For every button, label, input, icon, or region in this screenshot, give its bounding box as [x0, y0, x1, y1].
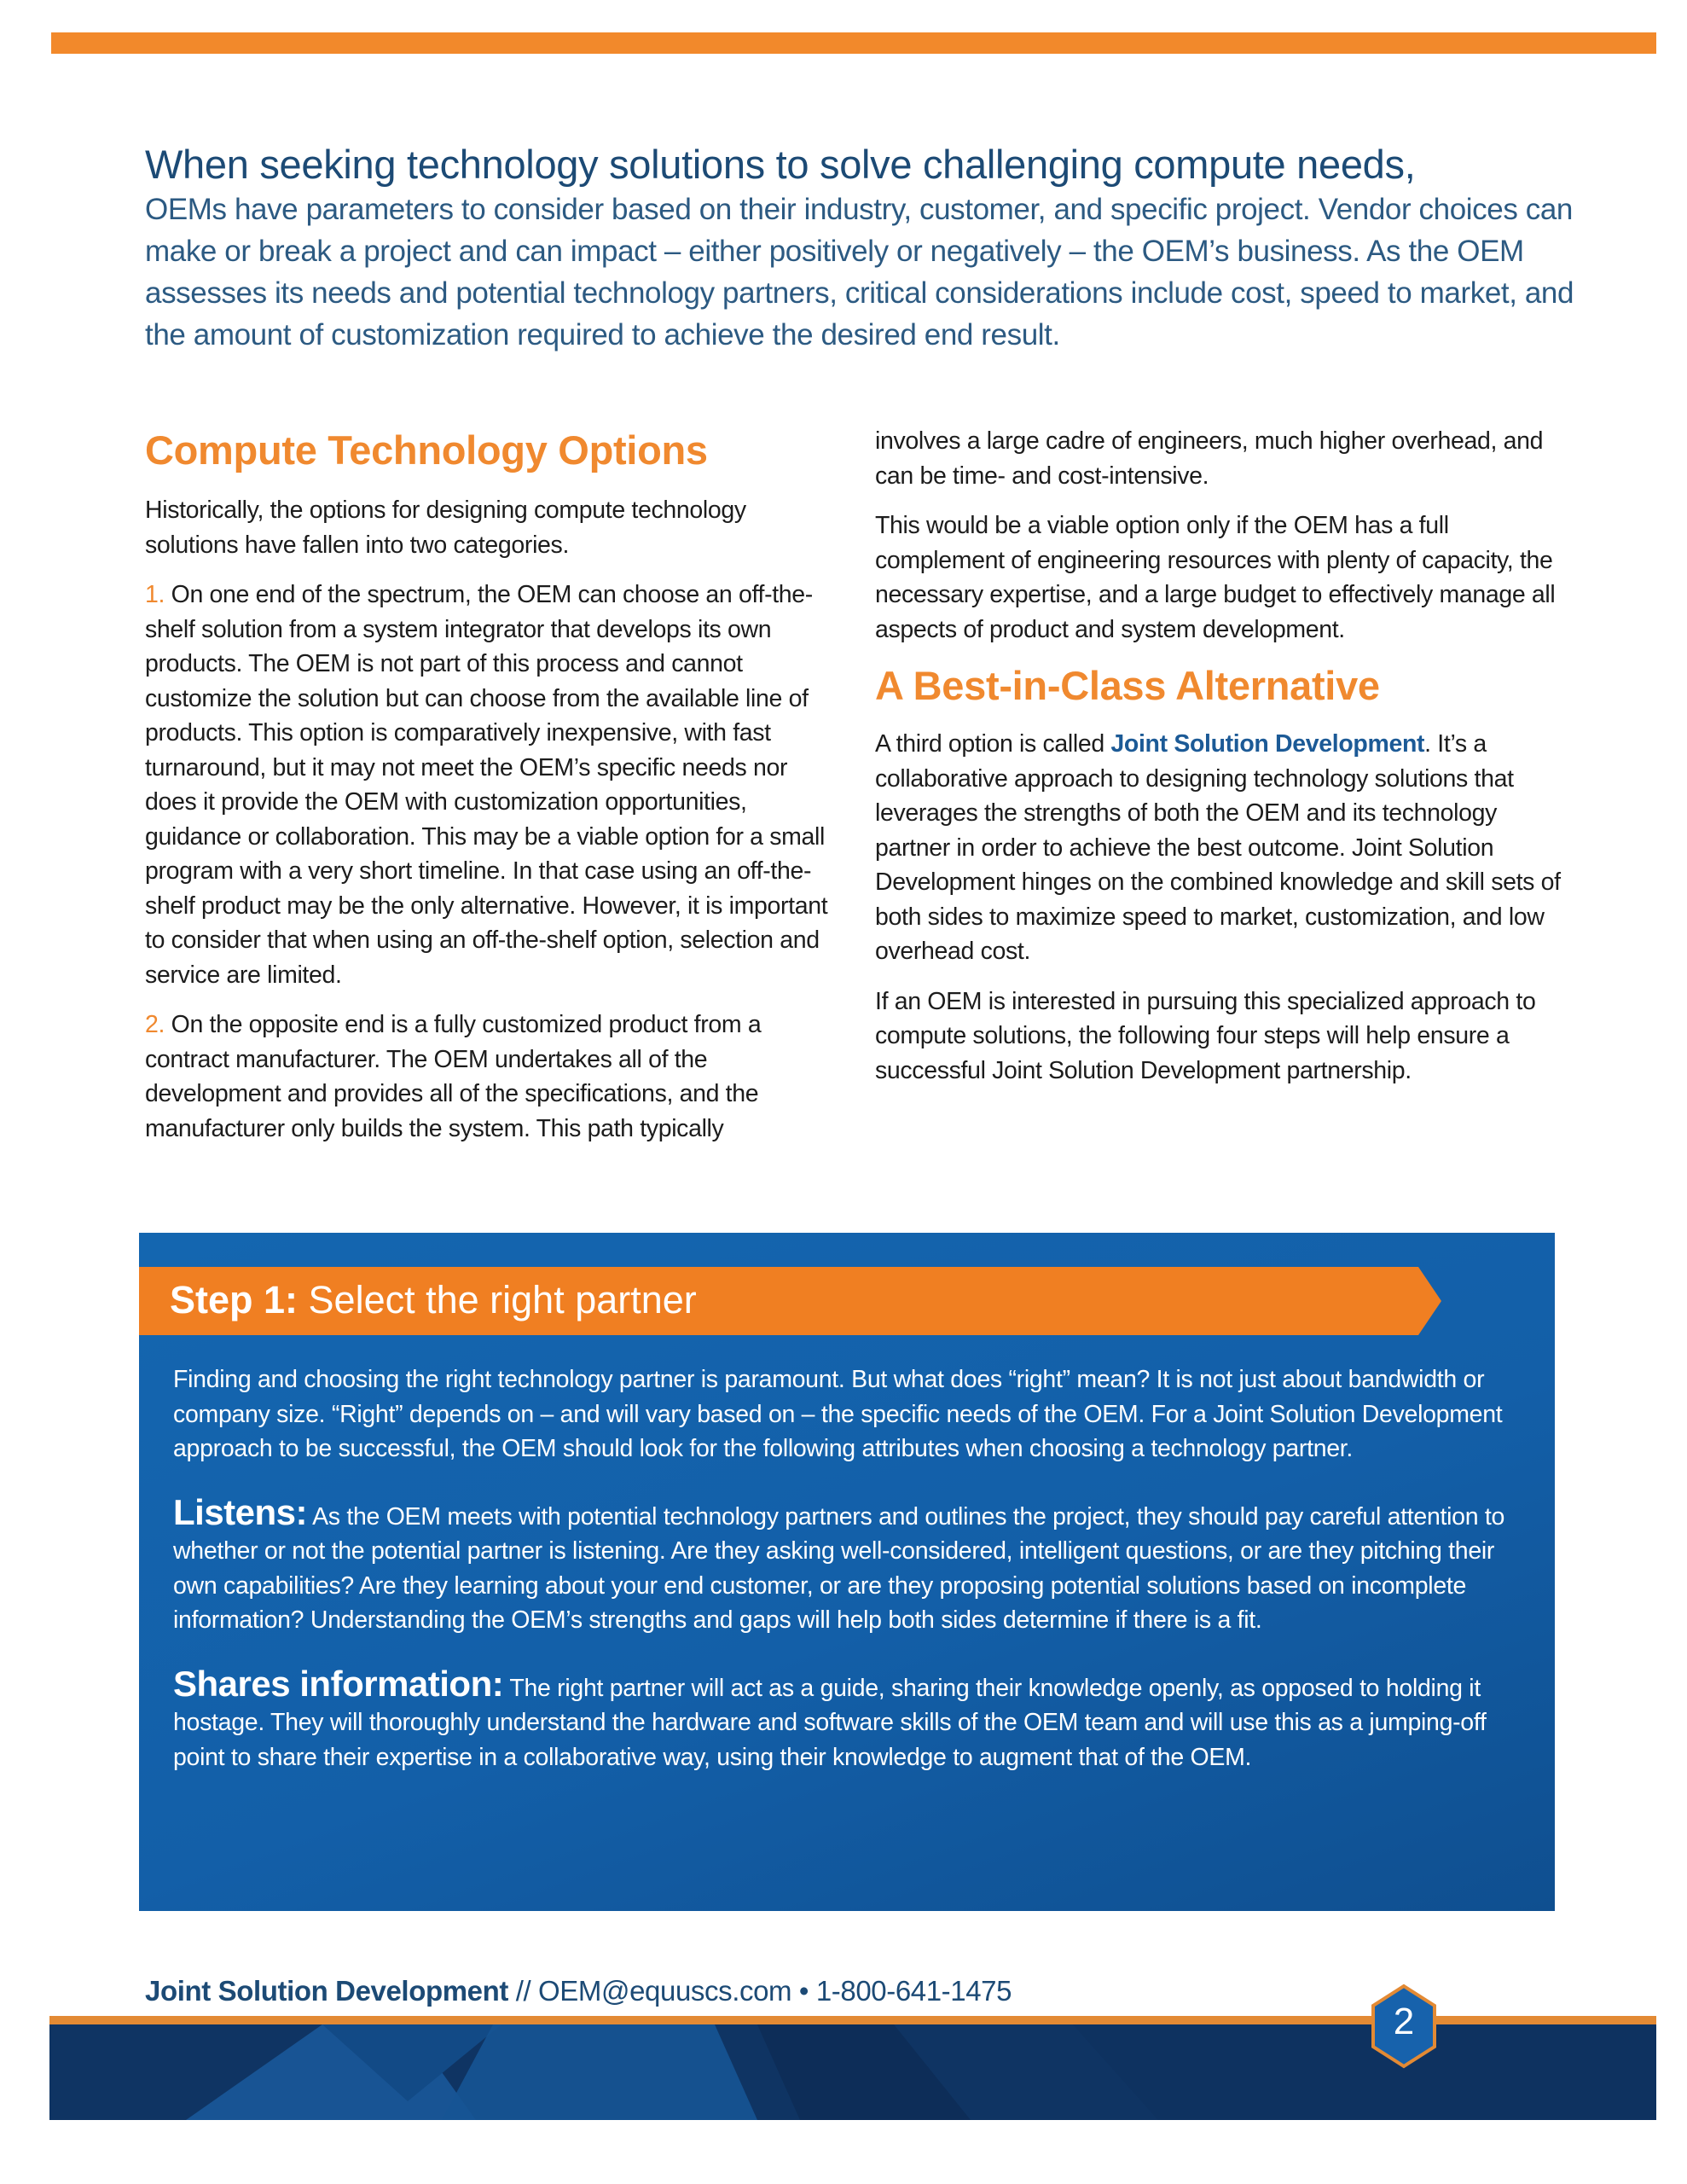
- option-1: [145, 578, 836, 992]
- option-1-number: 1.: [145, 581, 165, 608]
- step-1-title: [170, 1272, 697, 1328]
- right-column: [875, 424, 1566, 1103]
- option-1-text: On one end of the spectrum, the OEM can choose an off-the-shelf solution from a system integrator that develops its own products. The OEM is not part of this process and cannot customize the solution but can choose from the available line of products. This option is comparatively inexpensive, with fast turnaround, but it may not meet the OEM’s specific needs nor does it provide the OEM with customization opportunities, guidance or collaboration. This may be a viable option for a small program with a very short timeline. In that case using an off-the-shelf product may be the only alternative. However, it is important to consider that when using an off-the-shelf option, selection and service are limited.: [145, 581, 828, 989]
- viability-paragraph: This would be a viable option only if the OEM has a full complement of engineering resources with plenty of capacity, the necessary expertise, and a large budget to effectively manage all aspects of product and system development.: [875, 512, 1556, 643]
- footer-bullet: •: [791, 1975, 816, 2007]
- steps-intro: If an OEM is interested in pursuing this specialized approach to compute solutions, the following four steps will help ensure a successful Joint Solution Development partnership.: [875, 987, 1536, 1084]
- top-accent-bar: [51, 32, 1656, 54]
- option-2: [145, 1008, 836, 1146]
- step-1-content: [173, 1362, 1538, 1804]
- step-1-intro: Finding and choosing the right technology partner is paramount. But what does “right” mean? It is not just about bandwidth or company size. “Right” depends on – and will vary based on – the specific needs of the OEM. For a Joint Solution Development approach to be successful, the OEM should look for the following attributes when choosing a technology partner.: [173, 1366, 1503, 1462]
- footer-brand: Joint Solution Development: [145, 1975, 508, 2007]
- step-1-box: [139, 1233, 1555, 1911]
- intro-headline: When seeking technology solutions to solve challenging compute needs,: [145, 142, 1416, 187]
- heading-compute-technology-options: Compute Technology Options: [145, 427, 708, 473]
- alternative-rest: . It’s a collaborative approach to designing technology solutions that leverages the strengths of both the OEM and its technology partner in order to achieve the best outcome. Joint Solution Development hinges on the combined knowledge and skill sets of both sides to maximize speed to market, customization, and low overhead cost.: [875, 730, 1561, 965]
- footer-phone[interactable]: 1-800-641-1475: [815, 1975, 1012, 2007]
- intro-section: [145, 141, 1578, 356]
- intro-body: OEMs have parameters to consider based on their industry, customer, and specific project. Vendor choices can make or break a project and can impact – either positively or negatively – the OEM’s business. As the OEM assesses its needs and potential technology partners, critical considerations include cost, speed to market, and the amount of customization required to achieve the desired end result.: [145, 193, 1574, 351]
- alternative-paragraph: [875, 727, 1566, 969]
- left-column: [145, 427, 836, 1161]
- footer-contact: [145, 1975, 1012, 2007]
- page-number: 2: [1393, 2001, 1415, 2042]
- joint-solution-highlight: Joint Solution Development: [1110, 730, 1425, 758]
- attribute-text: The right partner will act as a guide, sharing their knowledge openly, as opposed to holding it hostage. They will thoroughly understand the hardware and software skills of the OEM team and will use this as a jumping-off point to share their expertise in a collaborative way, using their knowledge to augment that of the OEM.: [173, 1674, 1487, 1771]
- footer-separator: //: [507, 1975, 539, 2007]
- attribute-label: Shares information:: [173, 1663, 504, 1704]
- heading-best-in-class: A Best-in-Class Alternative: [875, 663, 1380, 708]
- attribute-label: Listens:: [173, 1491, 308, 1532]
- footer-email-link[interactable]: OEM@equuscs.com: [538, 1975, 792, 2007]
- option-2-number: 2.: [145, 1011, 165, 1038]
- option-2-continuation: involves a large cadre of engineers, much higher overhead, and can be time- and cost-intensive.: [875, 427, 1544, 490]
- attribute-shares-information: [173, 1663, 1538, 1775]
- step-1-banner: [139, 1267, 1441, 1335]
- alternative-prefix: A third option is called: [875, 730, 1111, 758]
- option-2-text: On the opposite end is a fully customized product from a contract manufacturer. The OEM undertakes all of the development and provides all of the specifications, and the manufacturer only builds the system. This path typically: [145, 1011, 762, 1142]
- step-label: Step 1:: [170, 1278, 299, 1321]
- attribute-listens: [173, 1491, 1538, 1638]
- step-title-text: Select the right partner: [298, 1278, 697, 1321]
- attribute-text: As the OEM meets with potential technology partners and outlines the project, they should pay careful attention to whether or not the potential partner is listening. Are they asking well-considered, intelligent questions, or are they pitching their own capabilities? Are they learning about your end customer, or are they proposing potential solutions based on incomplete information? Understanding the OEM’s strengths and gaps will help both sides determine if there is a fit.: [173, 1502, 1505, 1634]
- options-intro: Historically, the options for designing compute technology solutions have fallen into two categories.: [145, 497, 746, 559]
